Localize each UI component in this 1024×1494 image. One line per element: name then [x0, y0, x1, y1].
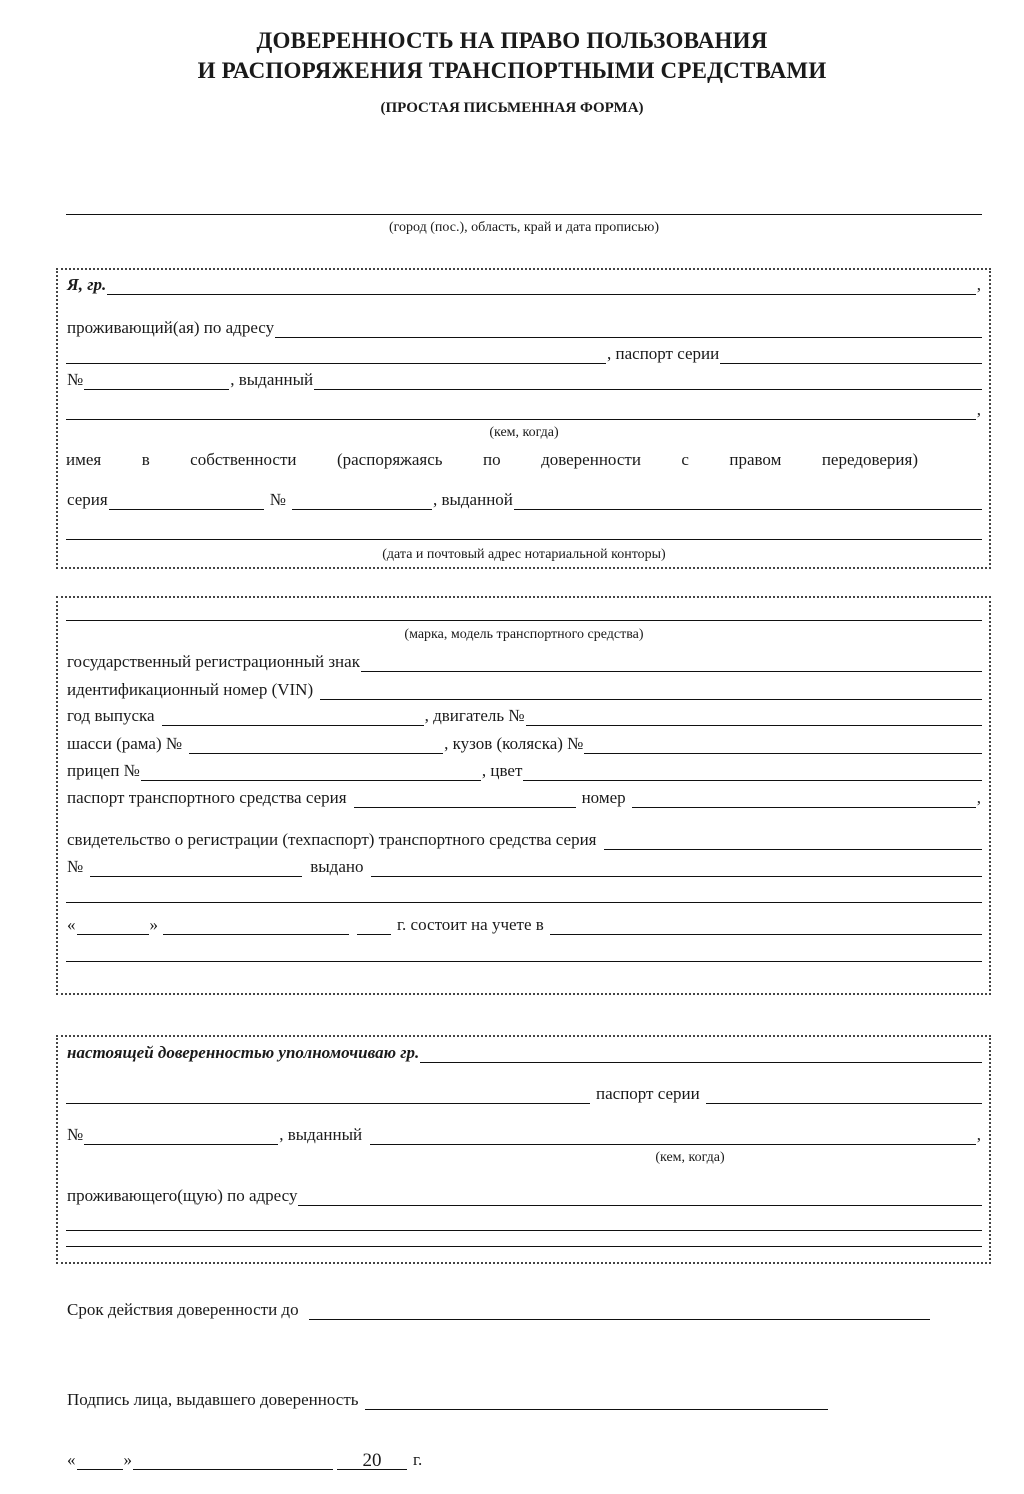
principal-issued-row-2: [66, 400, 982, 420]
attorney-number-label: №: [67, 1125, 84, 1144]
certificate-number-field[interactable]: [90, 859, 302, 877]
vehicle-model-line[interactable]: [66, 603, 982, 621]
vin-field[interactable]: [320, 682, 982, 700]
notary-doc-row: [66, 490, 982, 510]
attorney-address-row: [66, 1186, 982, 1206]
body-field[interactable]: [584, 736, 982, 754]
certificate-number-row: [66, 857, 982, 877]
sign-year-field[interactable]: 20: [337, 1452, 407, 1470]
reg-plate-label: государственный регистрационный знак: [67, 652, 360, 671]
trailer-label: прицеп №: [67, 761, 140, 780]
vin-row: [66, 680, 982, 700]
residing-label: проживающий(ая) по адресу: [67, 318, 275, 337]
attorney-who-when-caption: (кем, когда): [655, 1150, 725, 1165]
principal-address-row: [66, 318, 982, 338]
owning-word: имея: [66, 450, 102, 469]
engine-field[interactable]: [526, 708, 982, 726]
certificate-no-label: №: [67, 857, 84, 876]
attorney-issued-label: , выданный: [279, 1125, 363, 1144]
attorney-passport-number-field[interactable]: [84, 1127, 278, 1145]
certificate-label: свидетельство о регистрации (техпаспорт) транспортного средства серия: [67, 830, 597, 849]
owning-word: с: [681, 450, 689, 469]
attorney-address-field[interactable]: [298, 1188, 982, 1206]
validity-row: [66, 1300, 930, 1320]
trailer-field[interactable]: [141, 763, 481, 781]
validity-date-field[interactable]: [309, 1302, 930, 1320]
owning-word: правом: [729, 450, 782, 469]
year-field[interactable]: [162, 708, 424, 726]
quote-close: »: [149, 915, 158, 934]
owning-word: передоверия): [821, 450, 918, 469]
attorney-issued-field[interactable]: [370, 1127, 976, 1145]
certificate-series-field[interactable]: [604, 832, 983, 850]
reg-month-field[interactable]: [163, 917, 349, 935]
sign-day-field[interactable]: [77, 1452, 123, 1470]
principal-name-field[interactable]: [107, 277, 976, 295]
registration-date-row: [66, 915, 982, 935]
chassis-label: шасси (рама) №: [67, 734, 183, 753]
signature-label: Подпись лица, выдавшего доверенность: [67, 1390, 359, 1409]
attorney-name-field[interactable]: [420, 1045, 982, 1063]
comma-label: ,: [976, 275, 981, 294]
reg-plate-row: [66, 652, 982, 672]
principal-address-field-2[interactable]: [66, 346, 606, 364]
registered-at-line-2[interactable]: [66, 944, 982, 962]
pts-label: паспорт транспортного средства серия: [67, 788, 347, 807]
signature-row: [66, 1390, 828, 1410]
document-title-line1: ДОВЕРЕННОСТЬ НА ПРАВО ПОЛЬЗОВАНИЯ: [256, 28, 768, 53]
comma-label: ,: [976, 788, 981, 807]
authorize-row: [66, 1043, 982, 1063]
principal-name-row: [66, 275, 982, 295]
notary-address-line[interactable]: [66, 522, 982, 540]
notary-caption: (дата и почтовый адрес нотариальной конторы): [382, 547, 666, 562]
no-label: №: [269, 490, 286, 509]
certificate-issued-line-2[interactable]: [66, 885, 982, 903]
owning-word: по: [483, 450, 501, 469]
comma-label: ,: [976, 400, 981, 419]
quote-close: »: [123, 1450, 132, 1469]
attorney-residing-label: проживающего(щую) по адресу: [67, 1186, 298, 1205]
reg-plate-field[interactable]: [361, 654, 982, 672]
notary-doc-issued-field[interactable]: [514, 492, 982, 510]
attorney-name-field-2[interactable]: [66, 1086, 590, 1104]
authorize-label: настоящей доверенностью уполномочиваю гр.: [67, 1043, 420, 1062]
year-suffix-label: г.: [413, 1450, 423, 1469]
owning-statement: [66, 450, 918, 470]
principal-passport-issued-field[interactable]: [314, 372, 982, 390]
issued-label: , выданный: [230, 370, 314, 389]
color-field[interactable]: [523, 763, 982, 781]
attorney-passport-series-label: паспорт серии: [596, 1084, 700, 1103]
color-label: , цвет: [481, 761, 523, 780]
quote-open: «: [67, 915, 76, 934]
comma-label: ,: [976, 1125, 981, 1144]
signature-field[interactable]: [365, 1392, 828, 1410]
vehicle-model-caption: (марка, модель транспортного средства): [404, 627, 644, 642]
owning-word: доверенности: [541, 450, 641, 469]
chassis-body-row: [66, 734, 982, 754]
year-engine-row: [66, 706, 982, 726]
principal-passport-row: [66, 344, 982, 364]
pts-series-field[interactable]: [354, 790, 576, 808]
principal-address-field[interactable]: [275, 320, 982, 338]
pts-number-field[interactable]: [632, 790, 976, 808]
document-title-line2: И РАСПОРЯЖЕНИЯ ТРАНСПОРТНЫМИ СРЕДСТВАМИ: [197, 58, 827, 83]
place-date-line[interactable]: [66, 197, 982, 215]
notary-doc-number-field[interactable]: [292, 492, 432, 510]
registered-at-field[interactable]: [550, 917, 982, 935]
owning-word: собственности: [190, 450, 297, 469]
reg-year-field[interactable]: [357, 917, 391, 935]
sign-month-field[interactable]: [133, 1452, 333, 1470]
quote-open: «: [67, 1450, 76, 1469]
chassis-field[interactable]: [189, 736, 443, 754]
engine-label: , двигатель №: [424, 706, 525, 725]
principal-passport-number-field[interactable]: [84, 372, 229, 390]
who-when-caption: (кем, когда): [489, 425, 559, 440]
passport-series-label: , паспорт серии: [607, 344, 720, 363]
attorney-passport-number-row: [66, 1125, 982, 1145]
pts-number-label: номер: [581, 788, 626, 807]
owning-word: (распоряжаясь: [336, 450, 443, 469]
year-label: год выпуска: [67, 706, 155, 725]
certificate-issued-label: выдано: [310, 857, 364, 876]
validity-label: Срок действия доверенности до: [67, 1300, 299, 1319]
series-label: серия: [67, 490, 108, 509]
attorney-passport-row: [66, 1084, 982, 1104]
certificate-issued-field[interactable]: [371, 859, 982, 877]
vin-label: идентификационный номер (VIN): [67, 680, 314, 699]
attorney-address-line-3[interactable]: [66, 1229, 982, 1247]
attorney-passport-series-field[interactable]: [706, 1086, 982, 1104]
signature-date-row: [66, 1450, 423, 1470]
owning-word: в: [141, 450, 150, 469]
issued-f-label: , выданной: [432, 490, 513, 509]
principal-passport-series-field[interactable]: [720, 346, 982, 364]
principal-passport-issued-field-2[interactable]: [66, 402, 976, 420]
reg-day-field[interactable]: [77, 917, 149, 935]
pts-row: [66, 788, 982, 808]
body-label: , кузов (коляска) №: [444, 734, 584, 753]
registered-at-label: г. состоит на учете в: [397, 915, 544, 934]
place-date-caption: (город (пос.), область, край и дата прописью): [388, 220, 660, 235]
principal-passport-number-row: [66, 370, 982, 390]
i-citizen-label: Я, гр.: [67, 275, 107, 294]
certificate-row: [66, 830, 982, 850]
document-subtitle: (ПРОСТАЯ ПИСЬМЕННАЯ ФОРМА): [380, 100, 644, 116]
number-label: №: [67, 370, 84, 389]
trailer-color-row: [66, 761, 982, 781]
notary-doc-series-field[interactable]: [109, 492, 264, 510]
